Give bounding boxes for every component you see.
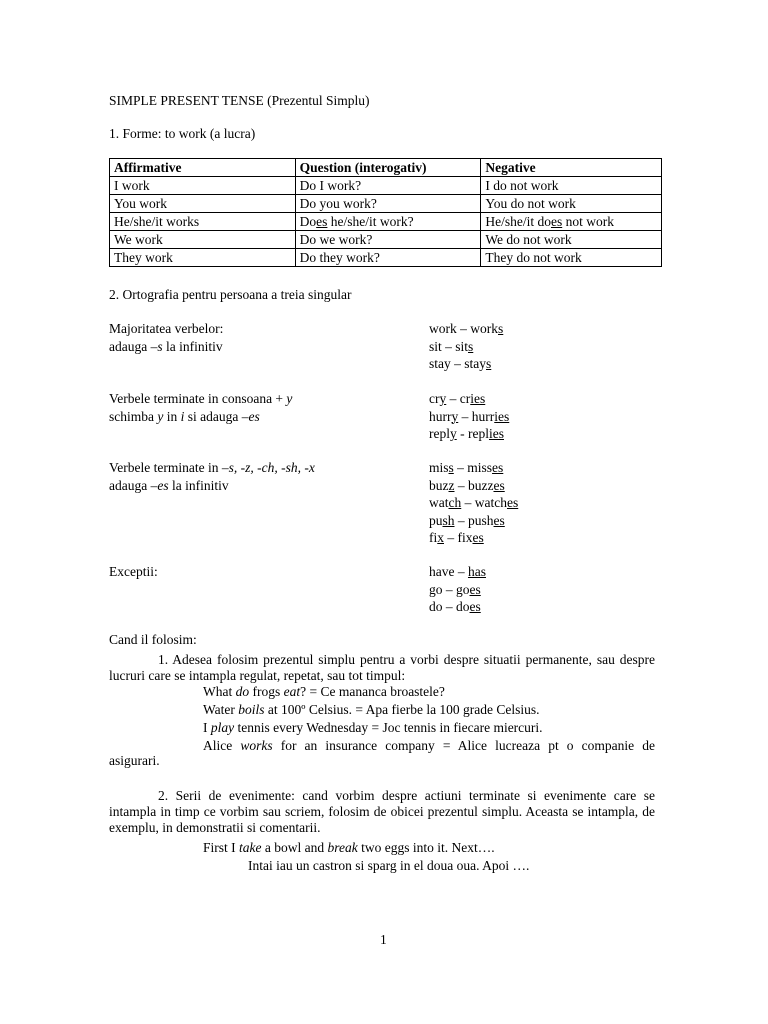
- italic-text: works: [240, 738, 273, 753]
- column-header: Question (interogativ): [295, 159, 481, 177]
- italic-text: i: [180, 409, 185, 424]
- text-segment: I: [203, 720, 211, 735]
- rule-example: [429, 530, 484, 546]
- underlined-text: ies: [494, 408, 510, 424]
- text-segment: not work: [562, 213, 614, 229]
- text-segment: schimba: [109, 409, 158, 424]
- table-cell: Do they work?: [295, 249, 481, 267]
- italic-text: y: [157, 409, 164, 424]
- italic-text: play: [210, 720, 235, 735]
- italic-text: s, -z, -ch, -sh, -x: [228, 460, 315, 475]
- text-segment: What: [203, 684, 236, 699]
- column-header: Affirmative: [110, 159, 296, 177]
- text-segment: fi: [429, 530, 438, 545]
- table-row: [110, 231, 662, 249]
- underlined-text: es: [469, 581, 481, 597]
- underlined-text: s: [448, 460, 454, 475]
- underlined-text: y: [450, 426, 457, 441]
- table-row: [110, 195, 662, 213]
- text-segment: Verbele terminate in –: [109, 460, 229, 475]
- table-header-row: [110, 159, 662, 177]
- text-segment: si adauga –: [184, 409, 249, 424]
- rule-text: [109, 391, 292, 407]
- text-segment: for an insurance company = Alice lucreaza pt o companie de: [272, 738, 655, 753]
- text-segment: Verbele terminate in consoana +: [109, 391, 287, 406]
- text-segment: Alice: [203, 738, 241, 753]
- table-cell: [481, 213, 662, 231]
- usage-example: [203, 684, 445, 700]
- usage-2-example-ro: Intai iau un castron si sparg in el doua oua. Apoi ….: [248, 858, 530, 873]
- page-number: 1: [380, 932, 387, 947]
- rule-example: [429, 409, 509, 425]
- text-segment: la infinitiv: [168, 478, 229, 493]
- italic-text: break: [327, 840, 358, 855]
- underlined-text: es: [550, 213, 563, 229]
- text-segment: – fix: [444, 530, 473, 545]
- italic-text: do: [235, 684, 250, 699]
- italic-text: es: [157, 478, 169, 493]
- underlined-text: y: [451, 408, 459, 424]
- text-segment: in: [163, 409, 181, 424]
- italic-text: eat: [283, 684, 301, 699]
- section-1-heading: 1. Forme: to work (a lucra): [109, 126, 256, 141]
- rule-example: [429, 495, 518, 511]
- underlined-text: s: [468, 338, 474, 354]
- italic-text: y: [286, 391, 293, 406]
- text-segment: mis: [429, 460, 449, 475]
- underlined-text: has: [467, 564, 486, 579]
- table-cell: Do I work?: [295, 177, 481, 195]
- conjugation-table: [109, 158, 662, 267]
- usage-1-wrap: asigurari.: [109, 753, 160, 768]
- text-segment: he/she/it work?: [327, 213, 414, 229]
- usage-2-example-en: [203, 840, 495, 856]
- italic-text: es: [248, 409, 260, 424]
- italic-text: take: [239, 840, 262, 855]
- text-segment: buz: [429, 477, 449, 493]
- rule-example: [429, 426, 504, 442]
- rule-text: [109, 339, 223, 355]
- rule-text: [109, 460, 315, 476]
- text-segment: stay – stay: [429, 356, 486, 371]
- text-segment: work – work: [429, 321, 498, 336]
- underlined-text: es: [493, 477, 505, 493]
- usage-2-text: 2. Serii de evenimente: cand vorbim despre actiuni terminate si evenimente care se intampla in timp ce vorbim sau scriem, folosim de obicei prezentul simplu. Aceasta se intampla, de exemplu, in demonstratii si comentarii.: [109, 788, 655, 835]
- underlined-text: z: [448, 477, 455, 493]
- usage-example: [203, 702, 540, 718]
- table-row: [110, 249, 662, 267]
- table-row: [110, 213, 662, 231]
- text-segment: repl: [429, 426, 450, 441]
- rule-example: [429, 599, 481, 615]
- text-segment: have –: [429, 564, 468, 579]
- underlined-text: es: [472, 530, 484, 545]
- underlined-text: s: [486, 356, 492, 371]
- column-header: Negative: [481, 159, 662, 177]
- text-segment: First I: [203, 840, 240, 855]
- text-segment: tennis every Wednesday = Joc tennis in fiecare miercuri.: [234, 720, 543, 735]
- table-cell: We do not work: [481, 231, 662, 249]
- usage-heading: Cand il folosim:: [109, 632, 197, 647]
- text-segment: adauga –: [109, 339, 158, 354]
- rule-example: [429, 356, 491, 372]
- text-segment: Water: [203, 702, 239, 717]
- italic-text: boils: [238, 702, 265, 717]
- usage-example: [203, 738, 655, 754]
- text-segment: – cr: [446, 391, 471, 406]
- underlined-text: y: [439, 391, 447, 406]
- table-cell: Do you work?: [295, 195, 481, 213]
- text-segment: la infinitiv: [162, 339, 223, 354]
- underlined-text: es: [469, 599, 481, 614]
- page-title: SIMPLE PRESENT TENSE (Prezentul Simplu): [109, 93, 370, 108]
- rule-example: [429, 321, 503, 337]
- table-cell: You do not work: [481, 195, 662, 213]
- rule-example: [429, 460, 503, 476]
- text-segment: do – do: [429, 599, 470, 614]
- text-segment: cr: [429, 391, 440, 406]
- section-2-heading: 2. Ortografia pentru persoana a treia singular: [109, 287, 352, 302]
- text-segment: adauga –: [109, 478, 158, 493]
- italic-text: s: [157, 339, 163, 354]
- text-segment: pu: [429, 512, 443, 528]
- underlined-text: es: [316, 213, 328, 229]
- table-cell: I do not work: [481, 177, 662, 195]
- table-row: [110, 177, 662, 195]
- text-segment: Exceptii:: [109, 564, 158, 579]
- text-segment: – push: [454, 512, 494, 528]
- text-segment: a bowl and: [261, 840, 328, 855]
- usage-1-text: 1. Adesea folosim prezentul simplu pentru a vorbi despre situatii permanente, sau despre lucruri care se intampla regulat, repetat, sau tot timpul:: [109, 652, 655, 683]
- text-segment: - repl: [456, 426, 489, 441]
- text-segment: – hurr: [458, 408, 495, 424]
- text-segment: ? = Ce mananca broastele?: [300, 684, 445, 699]
- table-cell: You work: [110, 195, 296, 213]
- rule-example: [429, 391, 485, 407]
- underlined-text: x: [437, 530, 444, 545]
- rule-text: [109, 478, 229, 494]
- underlined-text: es: [493, 512, 505, 528]
- table-cell: They do not work: [481, 249, 662, 267]
- text-segment: Majoritatea verbelor:: [109, 321, 224, 336]
- text-segment: two eggs into it. Next….: [357, 840, 495, 855]
- table-cell: I work: [110, 177, 296, 195]
- text-segment: Do: [299, 213, 317, 229]
- table-cell: Do we work?: [295, 231, 481, 249]
- underlined-text: sh: [442, 512, 455, 528]
- text-segment: wat: [429, 495, 449, 510]
- rule-text: [109, 409, 260, 425]
- usage-example: [203, 720, 543, 736]
- rule-example: [429, 339, 473, 355]
- text-segment: at 100º Celsius. = Apa fierbe la 100 grade Celsius.: [264, 702, 540, 717]
- rule-example: [429, 564, 486, 580]
- text-segment: He/she/it do: [485, 213, 551, 229]
- text-segment: go – go: [429, 581, 470, 597]
- rule-text: [109, 321, 223, 337]
- underlined-text: es: [492, 460, 504, 475]
- underlined-text: es: [506, 495, 519, 510]
- text-segment: – watch: [461, 495, 507, 510]
- underlined-text: s: [498, 321, 504, 336]
- underlined-text: ies: [488, 426, 504, 441]
- text-segment: sit – sit: [429, 338, 469, 354]
- table-cell: They work: [110, 249, 296, 267]
- text-segment: hurr: [429, 408, 452, 424]
- table-cell: [295, 213, 481, 231]
- rule-text: [109, 564, 158, 580]
- underlined-text: ch: [448, 495, 462, 510]
- rule-example: [429, 582, 481, 598]
- text-segment: frogs: [249, 684, 284, 699]
- text-segment: – miss: [453, 460, 493, 475]
- rule-example: [429, 513, 505, 529]
- table-cell: We work: [110, 231, 296, 249]
- rule-example: [429, 478, 505, 494]
- underlined-text: ies: [470, 391, 486, 406]
- table-cell: He/she/it works: [110, 213, 296, 231]
- text-segment: – buzz: [454, 477, 494, 493]
